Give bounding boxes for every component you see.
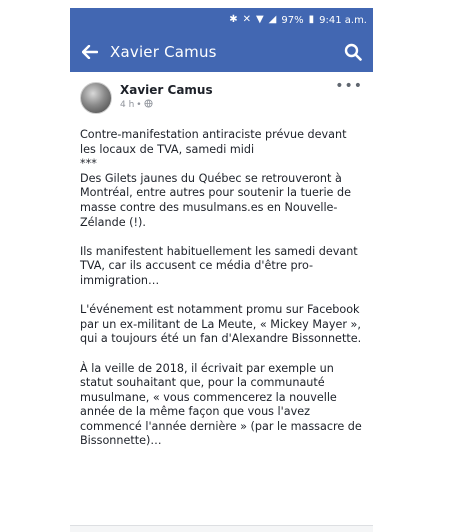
post-header [80,78,363,114]
battery-level: 97% [281,14,304,26]
separator-dot: • [136,100,142,110]
more-options-icon[interactable]: ••• [335,78,363,94]
signal-icon: ◢ [268,14,277,25]
post-paragraph: Ils manifestent habituellement les samedi devant TVA, car ils accusent ce média d'être pro-immigration… [80,244,358,287]
post-meta [120,82,335,111]
clock: 9:41 a.m. [319,14,367,26]
battery-icon: ▮ [308,14,315,25]
post-subline [120,99,335,111]
post-paragraph: L'événement est notamment promu sur Facebook par un ex-militant de La Meute, « Mickey Mayer », qui a toujours été un fan d'Alexandre Bissonnette. [80,303,362,346]
post-paragraph: À la veille de 2018, il écrivait par exemple un statut souhaitant que, pour la communauté musulmane, « vous commencerez la nouvelle année de la même façon que vous l'avez commencé l'année dernière » (par le massacre de Bissonnette)… [80,361,362,448]
avatar[interactable] [80,82,112,114]
status-bar [70,8,373,32]
globe-icon [144,99,153,111]
post-body [80,128,363,449]
app-bar [70,32,373,72]
mute-icon: ✕ [242,14,251,25]
page-title: Xavier Camus [110,43,217,61]
phone-screen [70,8,373,532]
bluetooth-icon: ✱ [229,14,238,25]
wifi-icon: ▼ [255,14,264,25]
post-author[interactable]: Xavier Camus [120,83,213,97]
post-time[interactable]: 4 h [120,100,135,110]
post-paragraph: Contre-manifestation antiraciste prévue devant les locaux de TVA, samedi midi *** Des Gilets jaunes du Québec se retrouveront à Montréal, entre autres pour soutenir la tuerie de masse contre des musulmans.es en Nouvelle-Zélande (!). [80,128,351,229]
back-arrow-icon[interactable] [70,45,110,59]
post [70,72,373,449]
post-footer-divider [70,525,373,532]
search-icon[interactable] [333,43,373,61]
